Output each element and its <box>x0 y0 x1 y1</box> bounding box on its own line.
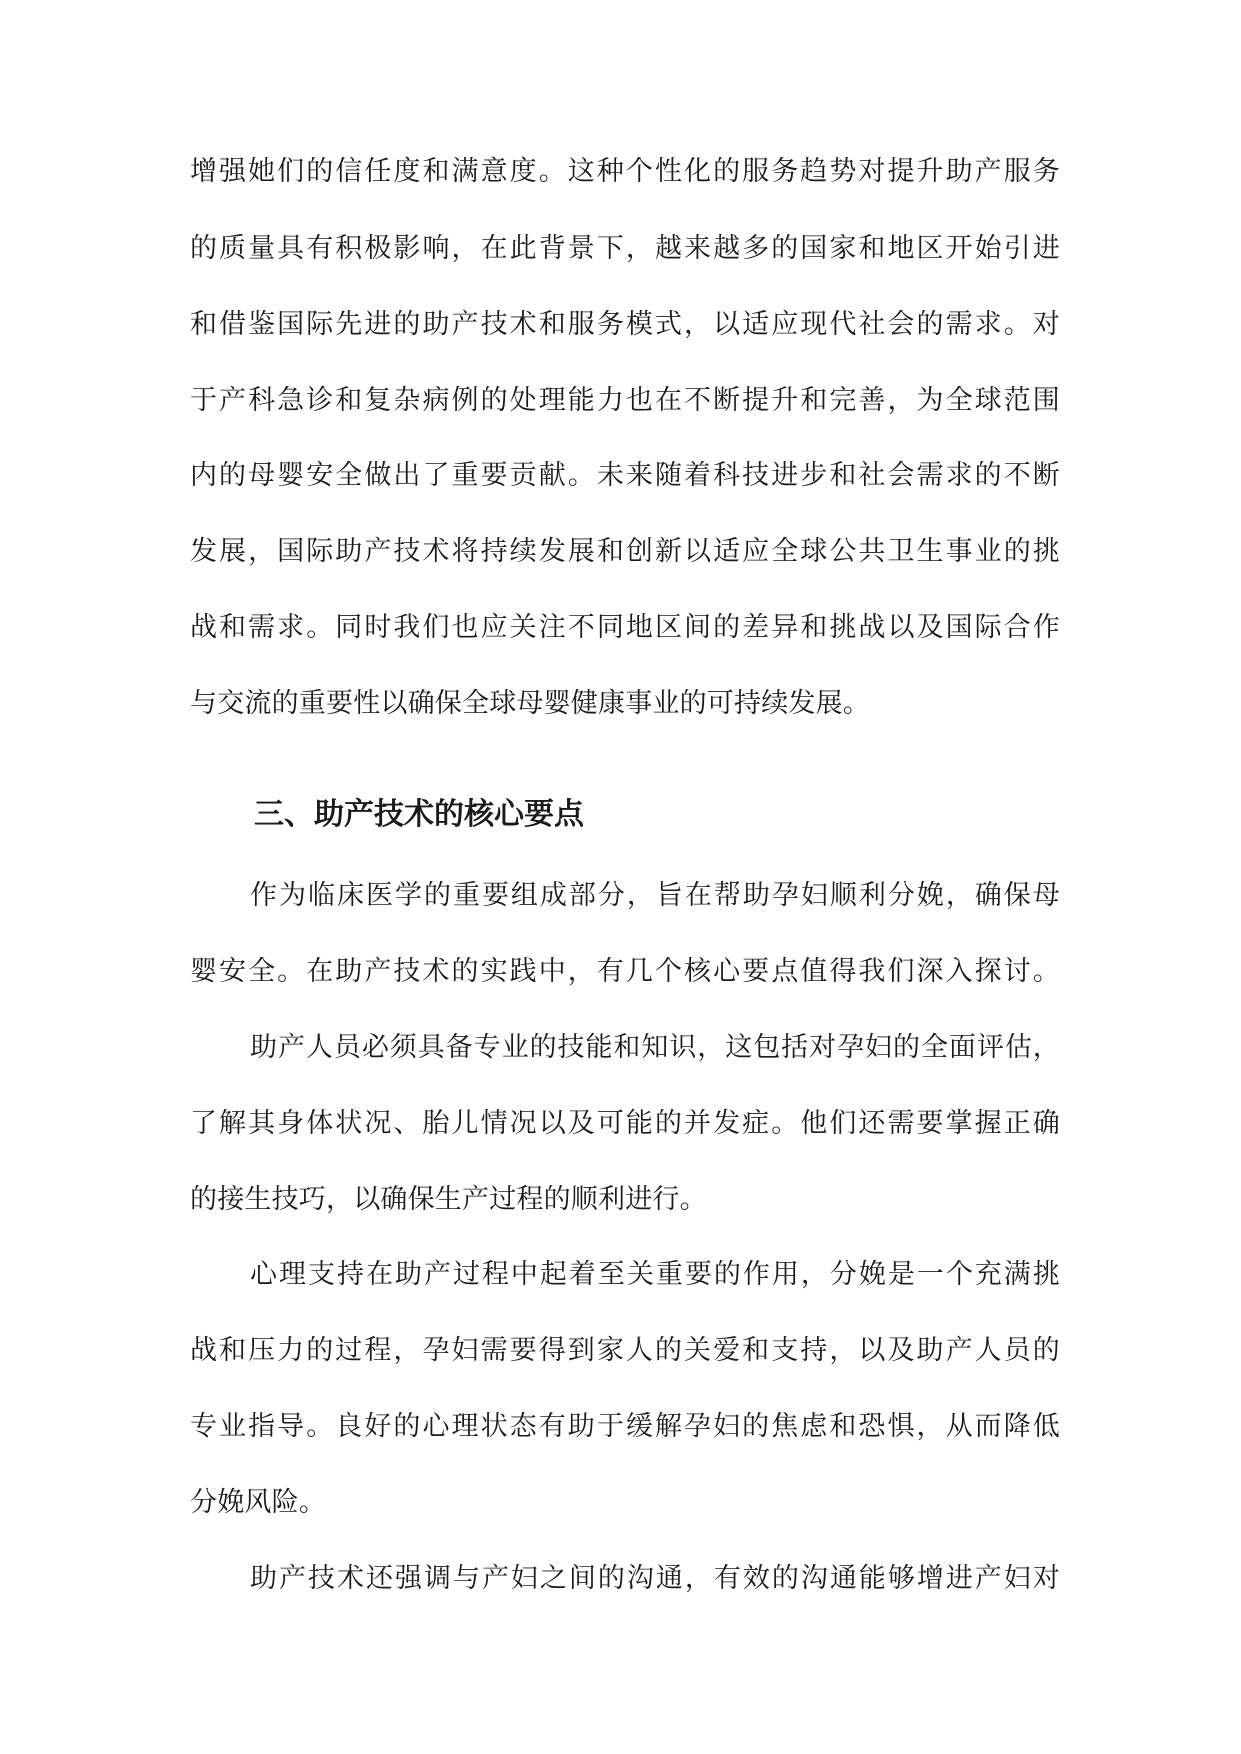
paragraph-4-line-2: 战和压力的过程，孕妇需要得到家人的关爱和支持，以及助产人员的 <box>190 1335 1060 1366</box>
paragraph-3-line-2: 了解其身体状况、胎儿情况以及可能的并发症。他们还需要掌握正确 <box>190 1108 1060 1139</box>
paragraph-1-line-7: 战和需求。同时我们也应关注不同地区间的差异和挑战以及国际合作 <box>190 612 1060 643</box>
paragraph-1-line-1: 增强她们的信任度和满意度。这种个性化的服务趋势对提升助产服务 <box>190 156 1060 187</box>
paragraph-3-line-3: 的接生技巧，以确保生产过程的顺利进行。 <box>190 1184 707 1215</box>
paragraph-1-line-5: 内的母婴安全做出了重要贡献。未来随着科技进步和社会需求的不断 <box>190 460 1060 491</box>
paragraph-4-line-3: 专业指导。良好的心理状态有助于缓解孕妇的焦虑和恐惧，从而降低 <box>190 1411 1060 1442</box>
paragraph-1-line-8: 与交流的重要性以确保全球母婴健康事业的可持续发展。 <box>190 688 870 719</box>
paragraph-2-line-2: 婴安全。在助产技术的实践中，有几个核心要点值得我们深入探讨。 <box>190 956 1060 987</box>
paragraph-1-line-4: 于产科急诊和复杂病例的处理能力也在不断提升和完善，为全球范围 <box>190 385 1060 416</box>
paragraph-5-line-1: 助产技术还强调与产妇之间的沟通，有效的沟通能够增进产妇对 <box>250 1563 1060 1594</box>
paragraph-4-line-1: 心理支持在助产过程中起着至关重要的作用，分娩是一个充满挑 <box>250 1259 1060 1290</box>
section-heading: 三、助产技术的核心要点 <box>254 797 584 832</box>
paragraph-2-line-1: 作为临床医学的重要组成部分，旨在帮助孕妇顺利分娩，确保母 <box>250 880 1060 911</box>
paragraph-1-line-6: 发展，国际助产技术将持续发展和创新以适应全球公共卫生事业的挑 <box>190 536 1060 567</box>
paragraph-4-line-4: 分娩风险。 <box>190 1487 326 1518</box>
paragraph-1-line-3: 和借鉴国际先进的助产技术和服务模式，以适应现代社会的需求。对 <box>190 309 1060 340</box>
paragraph-3-line-1: 助产人员必须具备专业的技能和知识，这包括对孕妇的全面评估， <box>250 1032 1060 1063</box>
paragraph-1-line-2: 的质量具有积极影响，在此背景下，越来越多的国家和地区开始引进 <box>190 233 1060 264</box>
